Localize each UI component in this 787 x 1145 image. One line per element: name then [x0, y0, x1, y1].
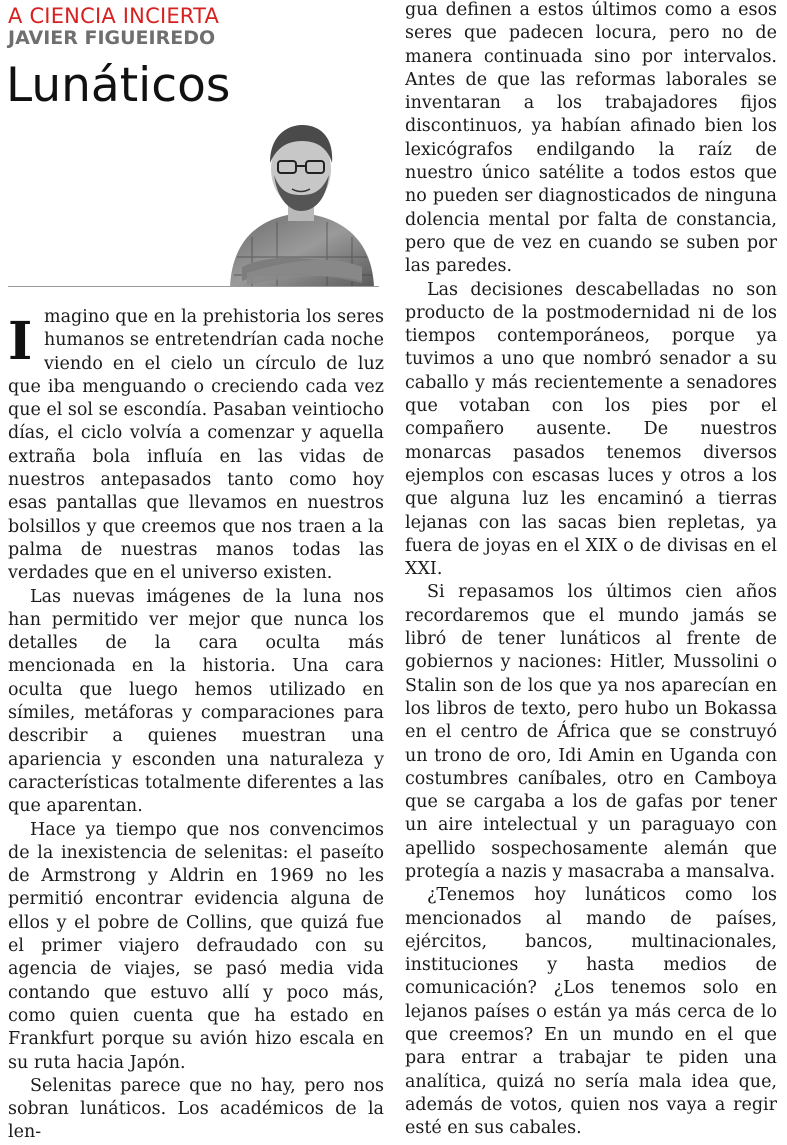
article-paragraph: Selenitas parece que no hay, pero nos sobran lunáticos. Los académicos de la len-: [8, 1075, 384, 1143]
article-paragraph: gua definen a estos últimos como a esos seres que padecen locura, pero no de manera continuada sino por intervalos. Antes de que las reformas laborales se inventaran a los trabajadores fijos discontinuos, ya habían afinado bien los lexicógrafos endilgando la raíz de nuestro único satélite a todos estos que no pueden ser diagnosticados de ninguna dolencia mental por falta de constancia, pero que de vez en cuando se suben por las paredes.: [405, 0, 777, 277]
header-divider: [8, 286, 379, 287]
author-portrait-icon: [222, 117, 380, 287]
drop-cap: I: [8, 311, 33, 372]
article-paragraph: Si repasamos los últimos cien años recordaremos que el mundo jamás se libró de tener lunáticos al frente de gobiernos y naciones: Hitler, Mussolini o Stalin son de los que ya nos aparecían en los libros de texto, pero hubo un Bokassa en el centro de África que se construyó un trono de oro, Idi Amin en Uganda con costumbres caníbales, otro en Camboya que se cargaba a los de gafas por tener un aire intelectual y un paraguayo con apellido sospechosamente alemán que protegía a nazis y masacraba a mansalva.: [405, 582, 777, 882]
article-paragraph: ¿Tenemos hoy lunáticos como los mencionados al mando de países, ejércitos, bancos, multinacionales, instituciones y hasta medios de comunicación? ¿Los tenemos solo en lejanos países o están ya más cerca de lo que creemos? En un mundo en el que para entrar a trabajar te piden una analítica, quizá no sería mala idea que, además de votos, quien nos vaya a regir esté en sus cabales.: [405, 885, 777, 1139]
right-text-column: [405, 0, 777, 1141]
article-paragraph: Hace ya tiempo que nos convencimos de la inexistencia de selenitas: el paseíto de Armstrong y Aldrin en 1969 no les permitió encontrar evidencia alguna de ellos y el pobre de Collins, que quizá fue el primer viajero defraudado con su agencia de viajes, se pasó media vida contando que estuvo allí y poco más, como quien cuenta que ha estado en Frankfurt porque su avión hizo escala en su ruta hacia Japón.: [8, 819, 384, 1073]
author-byline: JAVIER FIGUEIREDO: [8, 27, 216, 49]
article-paragraph: Las decisiones descabelladas no son producto de la postmodernidad ni de los tiempos contemporáneos, porque ya tuvimos a uno que nombró senador a su caballo y más recientemente a senadores que votaban con los pies por el compañero ausente. De nuestros monarcas pasados tenemos diversos ejemplos con escasas luces y otros a los que alguna luz les encaminó a tierras lejanas con las sacas bien repletas, ya fuera de joyas en el XIX o de divisas en el XXI.: [405, 279, 777, 580]
left-text-column: [8, 306, 384, 1145]
section-kicker: A CIENCIA INCIERTA: [8, 4, 220, 28]
article-paragraph: Las nuevas imágenes de la luna nos han permitido ver mejor que nunca los detalles de la cara oculta más mencionada en la historia. Una cara oculta que luego hemos utilizado en símiles, metáforas y comparaciones para describir a quienes muestran una apariencia y esconden una naturaleza y características totalmente diferentes a las que aparentan.: [8, 586, 384, 817]
article-title: Lunáticos: [6, 58, 231, 113]
paragraph-text: magino que en la prehistoria los seres humanos se entretendrían cada noche viendo en el cielo un círculo de luz que iba menguando o creciendo cada vez que el sol se escondía. Pasaban veintiocho días, el ciclo volvía a comenzar y aquella extraña bola influía en las vidas de nuestros antepasados tanto como hoy esas pantallas que llevamos en nuestros bolsillos y que creemos que nos traen a la palma de nuestras manos todas las verdades que en el universo existen.: [8, 307, 384, 584]
article-paragraph: [8, 306, 384, 586]
